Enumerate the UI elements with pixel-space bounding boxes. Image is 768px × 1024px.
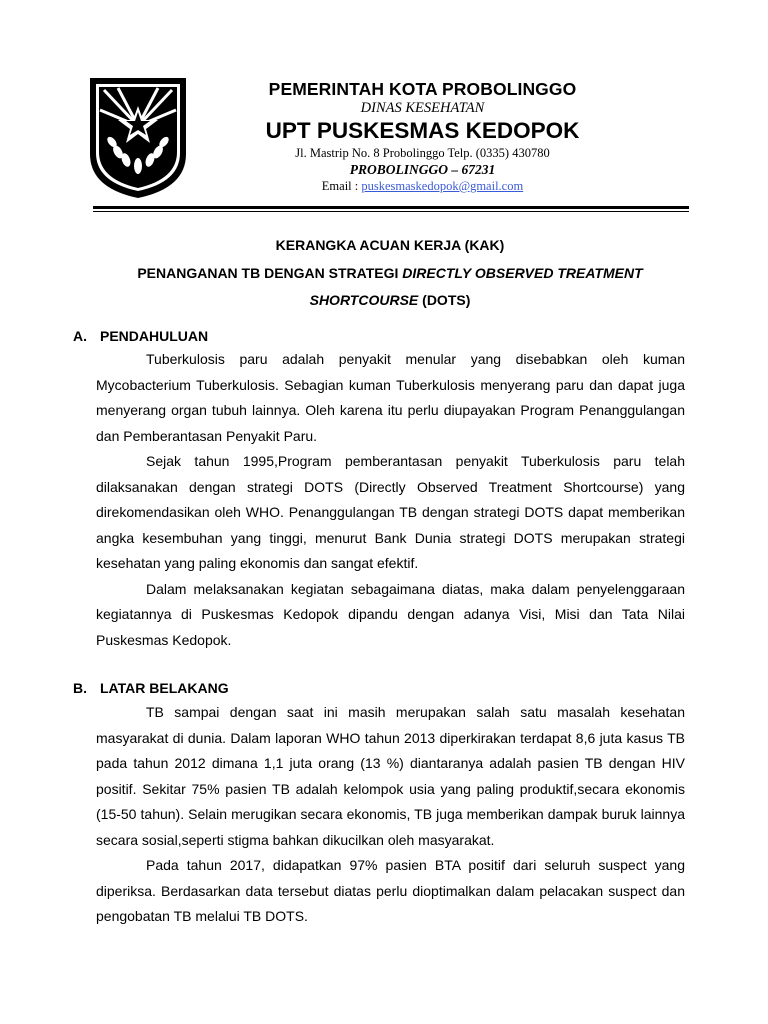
section-b-paragraph-1: TB sampai dengan saat ini masih merupakan salah satu masalah kesehatan masyarakat di dunia. Dalam laporan WHO tahun 2013 diperkirakan terdapat 8,6 juta kasus TB pada tahun 2012 dimana 1,1 juta orang (13 %) diantaranya adalah pasien TB dengan HIV positif. Sekitar 75% pasien TB adalah kelompok usia yang paling produktif,secara ekonomis (15-50 tahun). Selain merugikan secara ekonomis, TB juga memberikan dampak buruk lainnya secara sosial,seperti stigma bahkan dikucilkan oleh masyarakat.: [96, 704, 685, 848]
email-link[interactable]: puskesmaskedopok@gmail.com: [361, 179, 524, 193]
title-line-2-normal: PENANGANAN TB DENGAN STRATEGI: [137, 264, 403, 281]
address-line: Jl. Mastrip No. 8 Probolinggo Telp. (0335) 430780: [295, 146, 550, 160]
title-line-2: [90, 260, 690, 288]
section-b-title: LATAR BELAKANG: [100, 680, 229, 696]
institution-name: UPT PUSKESMAS KEDOPOK: [265, 118, 580, 143]
section-b-body: [96, 700, 685, 930]
section-a-title: PENDAHULUAN: [100, 328, 209, 344]
city-emblem-logo: [88, 76, 188, 200]
title-line-3-italic: SHORTCOURSE: [309, 292, 419, 308]
government-name: PEMERINTAH KOTA PROBOLINGGO: [268, 79, 577, 99]
section-b-number: B.: [73, 680, 87, 696]
email-line: [195, 178, 650, 195]
section-a-number: A.: [73, 328, 87, 344]
email-label: Email :: [321, 179, 362, 193]
city-postal: PROBOLINGGO – 67231: [349, 162, 496, 177]
section-a-paragraph-3: Dalam melaksanakan kegiatan sebagaimana diatas, maka dalam penyelenggaraan kegiatannya di Puskesmas Kedopok dipandu dengan adanya Visi, Misi dan Tata Nilai Puskesmas Kedopok.: [96, 580, 685, 648]
letterhead: [195, 78, 650, 195]
letterhead-divider-thin: [93, 211, 689, 212]
letterhead-divider-thick: [93, 206, 689, 209]
title-line-1: KERANGKA ACUAN KERJA (KAK): [275, 237, 505, 253]
title-line-3: [90, 287, 690, 315]
department-name: DINAS KESEHATAN: [360, 100, 485, 116]
section-a-body: [96, 347, 685, 653]
section-b-heading: [73, 678, 229, 698]
section-a-paragraph-2: Sejak tahun 1995,Program pemberantasan penyakit Tuberkulosis paru telah dilaksanakan dengan strategi DOTS (Directly Observed Treatment Shortcourse) yang direkomendasikan oleh WHO. Penanggulangan TB dengan strategi DOTS dapat memberikan angka kesembuhan yang tinggi, menurut Bank Dunia strategi DOTS merupakan strategi kesehatan yang paling ekonomis dan sangat efektif.: [96, 453, 685, 571]
section-b-paragraph-2: Pada tahun 2017, didapatkan 97% pasien BTA positif dari seluruh suspect yang diperiksa. Berdasarkan data tersebut diatas perlu dioptimalkan dalam pelacakan suspect dan pengobatan TB melalui TB DOTS.: [96, 857, 685, 924]
document-title: [90, 232, 690, 315]
section-a-paragraph-1: Tuberkulosis paru adalah penyakit menular yang disebabkan oleh kuman Mycobacterium Tuberkulosis. Sebagian kuman Tuberkulosis menyerang paru dan dapat juga menyerang organ tubuh lainnya. Oleh karena itu perlu diupayakan Program Penanggulangan dan Pemberantasan Penyakit Paru.: [96, 351, 685, 444]
title-line-2-italic: DIRECTLY OBSERVED TREATMENT: [402, 264, 643, 281]
title-line-3-normal: (DOTS): [418, 292, 471, 308]
section-a-heading: [73, 326, 208, 346]
